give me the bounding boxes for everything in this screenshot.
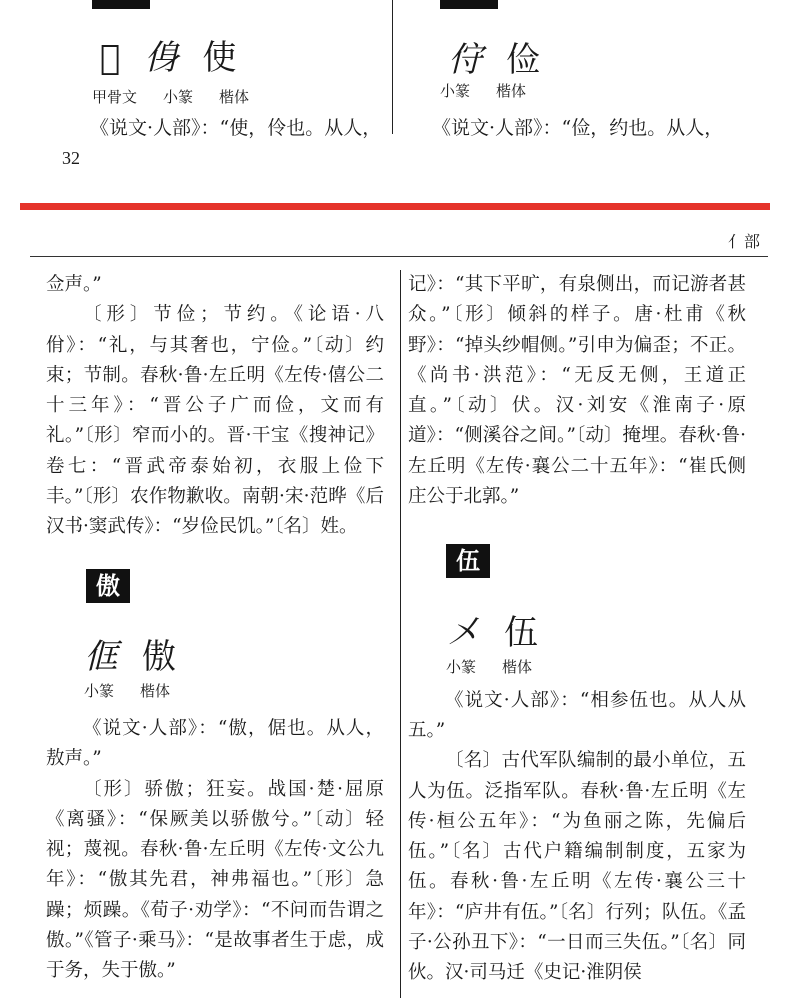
caption-oracle: 甲骨文	[92, 88, 138, 106]
entry-wu-definitions: 〔名〕古代军队编制的最小单位，五人为伍。泛指军队。春秋·鲁·左丘明《左传·桓公五年》：“为鱼丽之陈，先偏后伍。”〔名〕古代户籍编制制度，五家为伍。春秋·鲁·左丘明《左传·襄公三十年》：“庐井有伍。”〔名〕行列；队伍。《孟子·公孙丑下》：“一日而三失伍。”〔名〕同伙。汉·司马迁《史记·淮阴侯	[408, 750, 746, 984]
entry-wu-captions	[408, 656, 746, 678]
seal-glyph: 㑏	[448, 40, 480, 80]
prev-left-text: 《说文·人部》：“使，伶也。从人，	[90, 117, 382, 139]
entry-wu-glyphs	[408, 610, 746, 656]
entry-ao-captions	[46, 680, 384, 702]
header-rule	[30, 256, 768, 257]
page-number: 32	[62, 148, 80, 168]
top-black-bar-left	[92, 0, 150, 9]
caption-seal: 小篆	[440, 82, 471, 100]
caption-regular: 楷体	[502, 657, 533, 676]
caption-seal: 小篆	[163, 88, 194, 106]
entry-wu-shuowen: 《说文·人部》：“相参伍也。从人从五。”	[408, 689, 746, 741]
prev-right-captions	[440, 80, 526, 101]
entry-head-wu: 伍	[446, 544, 490, 578]
oracle-glyph: 𢼸	[100, 38, 119, 78]
prev-right-glyphs	[448, 32, 540, 81]
seal-glyph: 㑗	[144, 38, 177, 78]
regular-glyph: 使	[202, 38, 237, 78]
right-column	[408, 270, 746, 989]
prev-right-text: 《说文·人部》：“俭，约也。从人，	[432, 117, 724, 139]
entry-head-ao: 傲	[86, 569, 130, 603]
regular-glyph: 俭	[506, 40, 540, 80]
top-black-bar-right	[440, 0, 498, 9]
left-para-definitions: 〔形〕节俭；节约。《论语·八佾》：“礼，与其奢也，宁俭。”〔动〕约束；节制。春秋·鲁·左丘明《左传·僖公二十三年》：“晋公子广而俭，文而有礼。”〔形〕窄而小的。晋·干宝《搜神记》卷七：“晋武帝泰始初，衣服上俭下丰。”〔形〕农作物歉收。南朝·宋·范晔《后汉书·窦武传》：“岁俭民饥。”〔名〕姓。	[46, 304, 384, 538]
right-para-continued: 记》：“其下平旷，有泉侧出，而记游者甚众。”〔形〕倾斜的样子。唐·杜甫《秋野》：“掉头纱帽侧。”引申为偏歪；不正。《尚书·洪范》：“无反无侧，王道正直。”〔动〕伏。汉·刘安《淮南子·原道》：“侧溪谷之间。”〔动〕掩埋。春秋·鲁·左丘明《左传·襄公二十五年》：“崔氏侧庄公于北郭。”	[408, 274, 746, 508]
left-para-continued: 佥声。”	[46, 274, 102, 295]
caption-regular: 楷体	[496, 82, 527, 100]
prev-left-captions	[92, 86, 249, 107]
seal-glyph: 㑌	[84, 636, 116, 677]
entry-ao-shuowen: 《说文·人部》：“傲，倨也。从人，敖声。”	[46, 717, 384, 770]
caption-seal: 小篆	[446, 657, 477, 676]
caption-seal: 小篆	[84, 681, 115, 700]
prev-left-glyphs	[100, 30, 236, 79]
left-column	[46, 270, 384, 987]
seal-glyph: 㐅	[446, 612, 478, 653]
running-head: 亻部	[727, 232, 760, 251]
entry-ao-glyphs	[46, 634, 384, 680]
column-divider	[400, 270, 401, 998]
caption-regular: 楷体	[219, 88, 250, 106]
entry-ao-definitions: 〔形〕骄傲；狂妄。战国·楚·屈原《离骚》：“保厥美以骄傲兮。”〔动〕轻视；蔑视。春秋·鲁·左丘明《左传·文公九年》：“傲其先君，神弗福也。”〔形〕急躁；烦躁。《荀子·劝学》：“不问而告谓之傲。”《管子·乘马》：“是故事者生于虑，成于务，失于傲。”	[46, 778, 384, 982]
red-separator	[20, 203, 770, 210]
prev-column-divider	[392, 0, 393, 134]
regular-glyph: 傲	[142, 636, 176, 677]
caption-regular: 楷体	[140, 681, 171, 700]
regular-glyph: 伍	[504, 612, 538, 653]
